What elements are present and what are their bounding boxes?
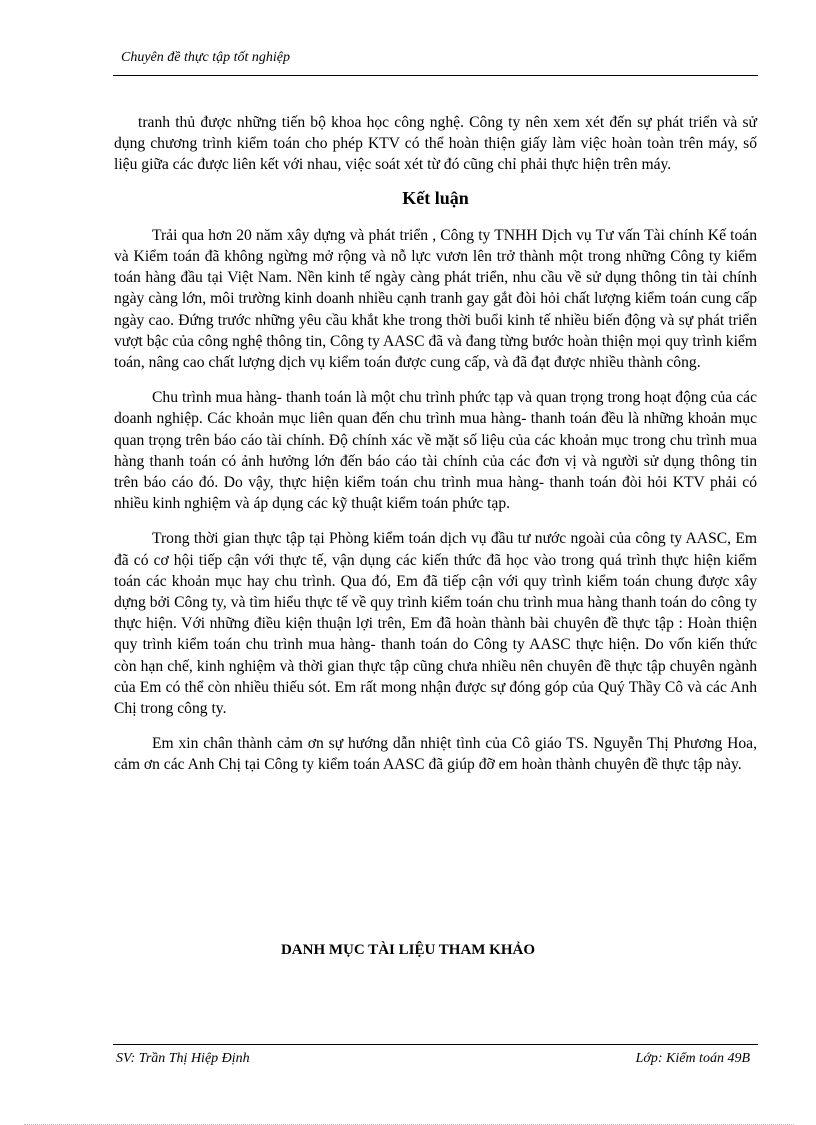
conclusion-heading: Kết luận (402, 187, 469, 208)
body-paragraph-2: Chu trình mua hàng- thanh toán là một chu trình phức tạp và quan trọng trong hoạt động của các doanh nghiệp. Các khoản mục liên quan đến chu trình mua hàng- thanh toán đều là những khoản mục quan trọng trên báo cáo tài chính. Độ chính xác về mặt số liệu của các khoản mục trong chu trình mua hàng thanh toán có ảnh hưởng lớn đến báo cáo tài chính của các đơn vị và người sử dụng thông tin trên báo cáo đó. Do vậy, thực hiện kiểm toán chu trình mua hàng- thanh toán đòi hỏi KTV phải có nhiều kinh nghiệm và áp dụng các kỹ thuật kiểm toán phức tạp. (114, 389, 757, 513)
footer-class: Lớp: Kiểm toán 49B (635, 1051, 750, 1066)
body-paragraph-4: Em xin chân thành cảm ơn sự hướng dẫn nhiệt tình của Cô giáo TS. Nguyễn Thị Phương Hoa, cảm ơn các Anh Chị tại Công ty kiểm toán AASC đã giúp đỡ em hoàn thành chuyên đề thực tập này. (114, 735, 757, 774)
continuation-paragraph: tranh thủ được những tiến bộ khoa học công nghệ. Công ty nên xem xét đến sự phát triển và sử dụng chương trình kiểm toán cho phép KTV có thể hoàn thiện giấy làm việc hoàn toàn trên máy, số liệu giữa các được liên kết với nhau, việc soát xét từ đó cũng chỉ phải thực hiện trên máy. (114, 114, 757, 174)
header-divider (113, 75, 758, 76)
page-header-title: Chuyên đề thực tập tốt nghiệp (121, 50, 290, 65)
references-heading: DANH MỤC TÀI LIỆU THAM KHẢO (280, 942, 536, 958)
footer-student-name: SV: Trần Thị Hiệp Định (116, 1051, 250, 1066)
body-paragraph-3: Trong thời gian thực tập tại Phòng kiểm toán dịch vụ đầu tư nước ngoài của công ty AASC, Em đã có cơ hội tiếp cận với thực tế, vận dụng các kiến thức đã học vào trong quá trình thực hiện kiểm toán các khoản mục hay chu trình. Qua đó, Em đã tiếp cận với quy trình kiểm toán chung được xây dựng bởi Công ty, và tìm hiểu thực tế về quy trình kiểm toán chu trình mua hàng thanh toán do công ty thực hiện. Với những điều kiện thuận lợi trên, Em đã hoàn thành bài chuyên đề thực tập : Hoàn thiện quy trình kiểm toán chu trình mua hàng- thanh toán do Công ty AASC thực hiện. Do vốn kiến thức còn hạn chế, kinh nghiệm và thời gian thực tập cũng chưa nhiều nên chuyên đề thực tập chuyên ngành của Em có thể còn nhiều thiếu sót. Em rất mong nhận được sự đóng góp của Quý Thầy Cô và các Anh Chị trong công ty. (114, 530, 757, 718)
footer-divider (113, 1044, 758, 1045)
document-body (114, 112, 757, 790)
body-paragraph-1: Trải qua hơn 20 năm xây dựng và phát triển , Công ty TNHH Dịch vụ Tư vấn Tài chính Kế toán và Kiểm toán đã không ngừng mở rộng và nỗ lực vươn lên trở thành một trong những Công ty kiểm toán hàng đầu tại Việt Nam. Nền kinh tế ngày càng phát triển, nhu cầu về sử dụng thông tin tài chính ngày càng lớn, môi trường kinh doanh nhiều cạnh tranh gay gắt đòi hỏi chất lượng kiểm toán cung cấp ngày cao. Đứng trước những yêu cầu khắt khe trong thời buổi kinh tế nhiều biến động và sự phát triển vượt bậc của công nghệ thông tin, Công ty AASC đã và đang từng bước hoàn thiện mọi quy trình kiểm toán, nâng cao chất lượng dịch vụ kiểm toán được cung cấp, và đã đạt được nhiều thành công. (114, 226, 757, 372)
